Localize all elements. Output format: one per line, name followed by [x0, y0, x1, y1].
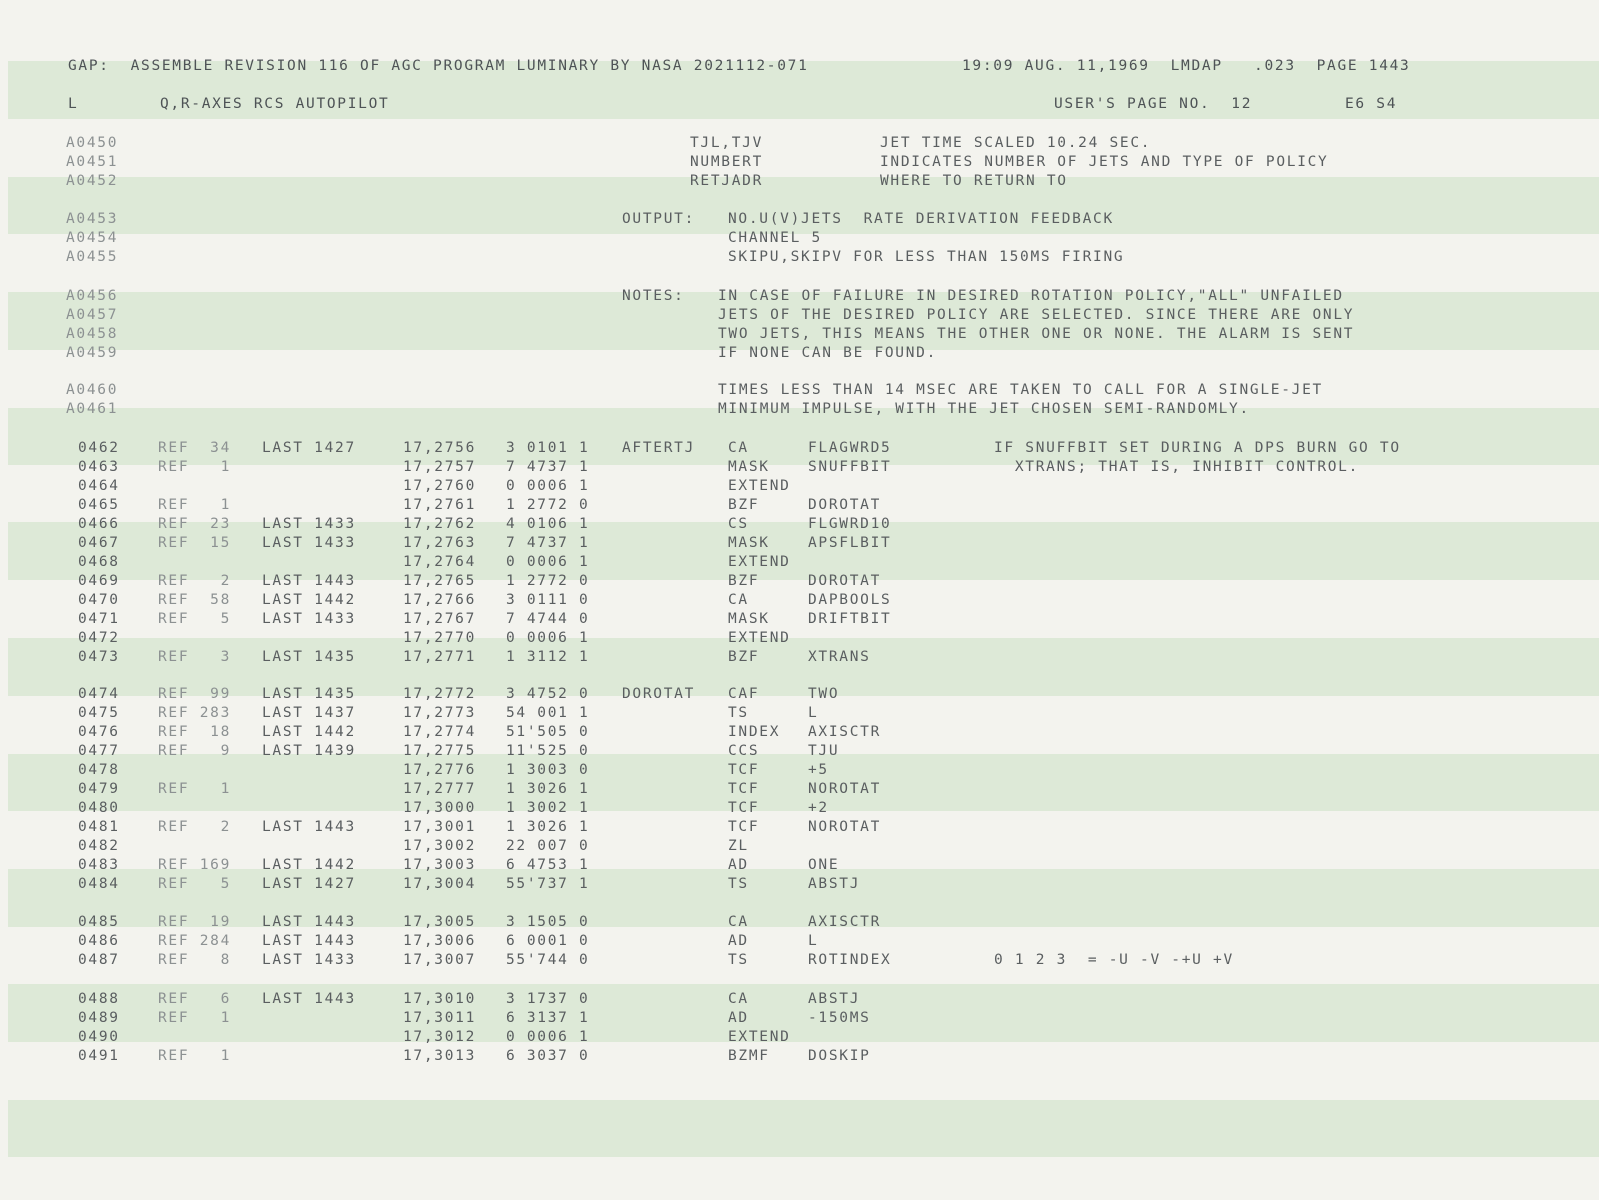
memory-address: 17,3002 [403, 838, 477, 854]
code-comment: 0 1 2 3 = -U -V -+U +V [994, 952, 1234, 968]
memory-address: 17,3000 [403, 800, 477, 816]
opcode: ZL [728, 838, 749, 854]
note-text: INDICATES NUMBER OF JETS AND TYPE OF POLICY [880, 154, 1329, 170]
last-reference: LAST 1437 [262, 705, 356, 721]
line-number: 0472 [78, 630, 120, 646]
opcode: TS [728, 876, 749, 892]
octal-word: 7 4737 1 [506, 535, 590, 551]
octal-word: 1 3026 1 [506, 819, 590, 835]
line-number: 0479 [78, 781, 120, 797]
opcode: MASK [728, 535, 770, 551]
note-line-id: A0453 [66, 211, 119, 227]
octal-word: 6 3037 0 [506, 1048, 590, 1064]
line-number: 0462 [78, 440, 120, 456]
octal-word: 54 001 1 [506, 705, 590, 721]
memory-address: 17,2766 [403, 592, 477, 608]
reference-count: REF 1 [158, 459, 232, 475]
paper-band [8, 869, 1599, 927]
opcode: EXTEND [728, 554, 791, 570]
operand: DOROTAT [808, 497, 882, 513]
opcode: AD [728, 933, 749, 949]
note-text: CHANNEL 5 [728, 230, 822, 246]
octal-word: 6 0001 0 [506, 933, 590, 949]
last-reference: LAST 1443 [262, 819, 356, 835]
note-text: TIMES LESS THAN 14 MSEC ARE TAKEN TO CALL FOR A SINGLE-JET [718, 382, 1323, 398]
line-number: 0484 [78, 876, 120, 892]
note-line-id: A0450 [66, 135, 119, 151]
operand: ONE [808, 857, 840, 873]
reference-count: REF 284 [158, 933, 232, 949]
reference-count: REF 6 [158, 991, 232, 1007]
paper-band [8, 1100, 1599, 1157]
note-label: TJL,TJV [690, 135, 764, 151]
memory-address: 17,2777 [403, 781, 477, 797]
memory-address: 17,3004 [403, 876, 477, 892]
opcode: TS [728, 952, 749, 968]
note-line-id: A0454 [66, 230, 119, 246]
memory-address: 17,3007 [403, 952, 477, 968]
last-reference: LAST 1427 [262, 876, 356, 892]
reference-count: REF 8 [158, 952, 232, 968]
line-number: 0475 [78, 705, 120, 721]
octal-word: 0 0006 1 [506, 478, 590, 494]
line-number: 0490 [78, 1029, 120, 1045]
memory-address: 17,3010 [403, 991, 477, 1007]
octal-word: 55'737 1 [506, 876, 590, 892]
code-comment: IF SNUFFBIT SET DURING A DPS BURN GO TO [994, 440, 1401, 456]
reference-count: REF 58 [158, 592, 232, 608]
reference-count: REF 1 [158, 1048, 232, 1064]
memory-address: 17,3003 [403, 857, 477, 873]
line-number: 0468 [78, 554, 120, 570]
note-line-id: A0455 [66, 249, 119, 265]
operand: AXISCTR [808, 914, 882, 930]
octal-word: 7 4744 0 [506, 611, 590, 627]
last-reference: LAST 1433 [262, 535, 356, 551]
operand: NOROTAT [808, 819, 882, 835]
last-reference: LAST 1435 [262, 686, 356, 702]
reference-count: REF 1 [158, 1010, 232, 1026]
operand: L [808, 705, 819, 721]
reference-count: REF 9 [158, 743, 232, 759]
note-text: TWO JETS, THIS MEANS THE OTHER ONE OR NONE. THE ALARM IS SENT [718, 326, 1355, 342]
opcode: TCF [728, 781, 760, 797]
memory-address: 17,2760 [403, 478, 477, 494]
reference-count: REF 1 [158, 781, 232, 797]
memory-address: 17,2776 [403, 762, 477, 778]
note-label: NUMBERT [690, 154, 764, 170]
opcode: TCF [728, 819, 760, 835]
line-number: 0485 [78, 914, 120, 930]
memory-address: 17,3006 [403, 933, 477, 949]
opcode: MASK [728, 611, 770, 627]
operand: +5 [808, 762, 829, 778]
opcode: BZF [728, 497, 760, 513]
header-timestamp-page: 19:09 AUG. 11,1969 LMDAP .023 PAGE 1443 [962, 58, 1411, 74]
reference-count: REF 3 [158, 649, 232, 665]
octal-word: 55'744 0 [506, 952, 590, 968]
note-label: OUTPUT: [622, 211, 696, 227]
reference-count: REF 19 [158, 914, 232, 930]
octal-word: 3 0101 1 [506, 440, 590, 456]
note-text: SKIPU,SKIPV FOR LESS THAN 150MS FIRING [728, 249, 1125, 265]
memory-address: 17,3012 [403, 1029, 477, 1045]
users-page-no: USER'S PAGE NO. 12 [1054, 96, 1253, 112]
note-line-id: A0458 [66, 326, 119, 342]
operand: DOROTAT [808, 573, 882, 589]
operand: ABSTJ [808, 876, 861, 892]
operand: NOROTAT [808, 781, 882, 797]
memory-address: 17,2757 [403, 459, 477, 475]
memory-address: 17,2773 [403, 705, 477, 721]
line-number: 0486 [78, 933, 120, 949]
note-text: IF NONE CAN BE FOUND. [718, 345, 938, 361]
last-reference: LAST 1443 [262, 933, 356, 949]
operand: DAPBOOLS [808, 592, 892, 608]
header-label: L [68, 96, 79, 112]
reference-count: REF 283 [158, 705, 232, 721]
memory-address: 17,2772 [403, 686, 477, 702]
paper-band [8, 984, 1599, 1042]
operand: DOSKIP [808, 1048, 871, 1064]
operand: L [808, 933, 819, 949]
note-text: WHERE TO RETURN TO [880, 173, 1068, 189]
reference-count: REF 23 [158, 516, 232, 532]
memory-address: 17,2771 [403, 649, 477, 665]
octal-word: 7 4737 1 [506, 459, 590, 475]
reference-count: REF 1 [158, 497, 232, 513]
paper-band [8, 638, 1599, 696]
memory-address: 17,2774 [403, 724, 477, 740]
opcode: EXTEND [728, 1029, 791, 1045]
opcode: TS [728, 705, 749, 721]
octal-word: 1 3112 1 [506, 649, 590, 665]
line-number: 0487 [78, 952, 120, 968]
memory-address: 17,2763 [403, 535, 477, 551]
operand: -150MS [808, 1010, 871, 1026]
reference-count: REF 5 [158, 876, 232, 892]
opcode: INDEX [728, 724, 781, 740]
line-number: 0463 [78, 459, 120, 475]
operand: TWO [808, 686, 840, 702]
octal-word: 1 3003 0 [506, 762, 590, 778]
opcode: BZF [728, 573, 760, 589]
memory-address: 17,2761 [403, 497, 477, 513]
opcode: EXTEND [728, 478, 791, 494]
opcode: CA [728, 592, 749, 608]
octal-word: 51'505 0 [506, 724, 590, 740]
reference-count: REF 15 [158, 535, 232, 551]
octal-word: 11'525 0 [506, 743, 590, 759]
memory-address: 17,3013 [403, 1048, 477, 1064]
line-number: 0469 [78, 573, 120, 589]
opcode: CA [728, 440, 749, 456]
octal-word: 1 2772 0 [506, 497, 590, 513]
note-text: JETS OF THE DESIRED POLICY ARE SELECTED. SINCE THERE ARE ONLY [718, 307, 1355, 323]
last-reference: LAST 1442 [262, 724, 356, 740]
opcode: CAF [728, 686, 760, 702]
octal-word: 3 0111 0 [506, 592, 590, 608]
last-reference: LAST 1439 [262, 743, 356, 759]
line-number: 0470 [78, 592, 120, 608]
operand: APSFLBIT [808, 535, 892, 551]
last-reference: LAST 1443 [262, 991, 356, 1007]
operand: ROTINDEX [808, 952, 892, 968]
memory-address: 17,2767 [403, 611, 477, 627]
octal-word: 1 3002 1 [506, 800, 590, 816]
note-line-id: A0461 [66, 401, 119, 417]
octal-word: 1 2772 0 [506, 573, 590, 589]
reference-count: REF 2 [158, 573, 232, 589]
note-line-id: A0456 [66, 288, 119, 304]
opcode: TCF [728, 762, 760, 778]
line-number: 0489 [78, 1010, 120, 1026]
octal-word: 22 007 0 [506, 838, 590, 854]
line-number: 0466 [78, 516, 120, 532]
code-label: DOROTAT [622, 686, 696, 702]
last-reference: LAST 1433 [262, 516, 356, 532]
reference-count: REF 18 [158, 724, 232, 740]
line-number: 0478 [78, 762, 120, 778]
opcode: MASK [728, 459, 770, 475]
line-number: 0464 [78, 478, 120, 494]
line-number: 0477 [78, 743, 120, 759]
last-reference: LAST 1435 [262, 649, 356, 665]
memory-address: 17,2765 [403, 573, 477, 589]
last-reference: LAST 1433 [262, 611, 356, 627]
reference-count: REF 2 [158, 819, 232, 835]
line-number: 0482 [78, 838, 120, 854]
line-number: 0481 [78, 819, 120, 835]
note-line-id: A0459 [66, 345, 119, 361]
paper-band [8, 522, 1599, 580]
octal-word: 6 4753 1 [506, 857, 590, 873]
operand: FLAGWRD5 [808, 440, 892, 456]
opcode: AD [728, 1010, 749, 1026]
octal-word: 3 1737 0 [506, 991, 590, 1007]
paper-band [8, 754, 1599, 811]
octal-word: 0 0006 1 [506, 554, 590, 570]
page-code: E6 S4 [1345, 96, 1398, 112]
octal-word: 4 0106 1 [506, 516, 590, 532]
opcode: CA [728, 991, 749, 1007]
operand: ABSTJ [808, 991, 861, 1007]
reference-count: REF 34 [158, 440, 232, 456]
memory-address: 17,3001 [403, 819, 477, 835]
octal-word: 3 1505 0 [506, 914, 590, 930]
opcode: TCF [728, 800, 760, 816]
operand: AXISCTR [808, 724, 882, 740]
note-line-id: A0452 [66, 173, 119, 189]
note-label: NOTES: [622, 288, 685, 304]
last-reference: LAST 1443 [262, 573, 356, 589]
line-number: 0488 [78, 991, 120, 1007]
memory-address: 17,2756 [403, 440, 477, 456]
opcode: EXTEND [728, 630, 791, 646]
octal-word: 6 3137 1 [506, 1010, 590, 1026]
note-text: NO.U(V)JETS RATE DERIVATION FEEDBACK [728, 211, 1114, 227]
opcode: AD [728, 857, 749, 873]
last-reference: LAST 1433 [262, 952, 356, 968]
note-line-id: A0460 [66, 382, 119, 398]
line-number: 0473 [78, 649, 120, 665]
opcode: CS [728, 516, 749, 532]
note-text: MINIMUM IMPULSE, WITH THE JET CHOSEN SEMI-RANDOMLY. [718, 401, 1250, 417]
opcode: CA [728, 914, 749, 930]
octal-word: 0 0006 1 [506, 630, 590, 646]
note-text: IN CASE OF FAILURE IN DESIRED ROTATION POLICY,"ALL" UNFAILED [718, 288, 1344, 304]
last-reference: LAST 1443 [262, 914, 356, 930]
line-number: 0480 [78, 800, 120, 816]
octal-word: 0 0006 1 [506, 1029, 590, 1045]
note-line-id: A0457 [66, 307, 119, 323]
operand: DRIFTBIT [808, 611, 892, 627]
memory-address: 17,3011 [403, 1010, 477, 1026]
operand: TJU [808, 743, 840, 759]
opcode: CCS [728, 743, 760, 759]
last-reference: LAST 1427 [262, 440, 356, 456]
note-line-id: A0451 [66, 154, 119, 170]
last-reference: LAST 1442 [262, 857, 356, 873]
note-label: RETJADR [690, 173, 764, 189]
octal-word: 3 4752 0 [506, 686, 590, 702]
operand: SNUFFBIT [808, 459, 892, 475]
line-number: 0474 [78, 686, 120, 702]
line-number: 0467 [78, 535, 120, 551]
operand: XTRANS [808, 649, 871, 665]
last-reference: LAST 1442 [262, 592, 356, 608]
line-number: 0491 [78, 1048, 120, 1064]
reference-count: REF 169 [158, 857, 232, 873]
note-text: JET TIME SCALED 10.24 SEC. [880, 135, 1152, 151]
memory-address: 17,2762 [403, 516, 477, 532]
opcode: BZF [728, 649, 760, 665]
memory-address: 17,2764 [403, 554, 477, 570]
reference-count: REF 5 [158, 611, 232, 627]
code-label: AFTERTJ [622, 440, 696, 456]
header-title: GAP: ASSEMBLE REVISION 116 OF AGC PROGRAM LUMINARY BY NASA 2021112-071 [68, 58, 809, 74]
line-number: 0483 [78, 857, 120, 873]
section-title: Q,R-AXES RCS AUTOPILOT [160, 96, 390, 112]
line-number: 0465 [78, 497, 120, 513]
operand: +2 [808, 800, 829, 816]
code-comment: XTRANS; THAT IS, INHIBIT CONTROL. [994, 459, 1360, 475]
opcode: BZMF [728, 1048, 770, 1064]
line-number: 0476 [78, 724, 120, 740]
reference-count: REF 99 [158, 686, 232, 702]
memory-address: 17,2775 [403, 743, 477, 759]
operand: FLGWRD10 [808, 516, 892, 532]
memory-address: 17,2770 [403, 630, 477, 646]
octal-word: 1 3026 1 [506, 781, 590, 797]
line-number: 0471 [78, 611, 120, 627]
memory-address: 17,3005 [403, 914, 477, 930]
